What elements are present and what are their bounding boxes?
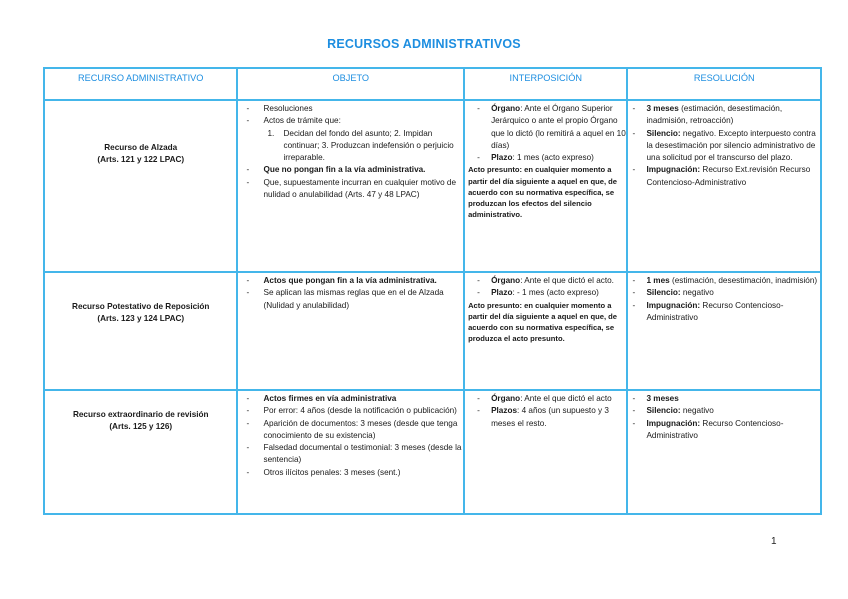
list-item: - Silencio: negativo <box>628 405 820 417</box>
list-item: - Impugnación: Recurso Ext.revisión Recurso Contencioso-Administrativo <box>628 164 820 189</box>
list-item: - Otros ilícitos penales: 3 meses (sent.) <box>238 467 463 479</box>
recurso-name: Recurso de Alzada <box>104 143 178 152</box>
table-header-row <box>44 68 821 100</box>
table-row <box>44 390 821 514</box>
cell-interposicion <box>464 100 627 272</box>
list-item: - Órgano: Ante el Órgano Superior Jerárquico o ante el propio Órgano que lo dictó (lo remitirá a aquel en 10 días) <box>465 103 626 152</box>
list-item: - Impugnación: Recurso Contencioso-Administrativo <box>628 300 820 325</box>
list-item: - 3 meses <box>628 393 820 405</box>
sub-list <box>263 128 463 165</box>
cell-objeto <box>237 272 464 390</box>
list-item: - Impugnación: Recurso Contencioso-Administrativo <box>628 418 820 443</box>
list-item: - Órgano: Ante el que dictó el acto. <box>465 275 626 287</box>
list-item: - Que no pongan fin a la vía administrativa. <box>238 164 463 176</box>
cell-resolucion <box>627 100 821 272</box>
cell-interposicion <box>464 390 627 514</box>
cell-recurso <box>44 390 237 514</box>
cell-interposicion <box>464 272 627 390</box>
list-item: - 3 meses (estimación, desestimación, inadmisión, retroacción) <box>628 103 820 128</box>
header-recurso: RECURSO ADMINISTRATIVO <box>44 68 237 100</box>
list-item: - Silencio: negativo <box>628 287 820 299</box>
list-item: - Que, supuestamente incurran en cualquier motivo de nulidad o anulabilidad (Arts. 47 y 48 LPAC) <box>238 177 463 202</box>
recurso-name: Recurso Potestativo de Reposición <box>72 302 210 311</box>
acto-presunto: Acto presunto: en cualquier momento a partir del día siguiente a aquel en que, de acuerdo con su normativa específica, se produzcan los efectos del silencio administrativo. <box>468 165 618 220</box>
list-item: - Silencio: negativo. Excepto interpuesto contra la desestimación por silencio administrativo de una solicitud por el transcurso del plazo. <box>628 128 820 165</box>
recurso-ref: (Arts. 123 y 124 LPAC) <box>97 314 185 324</box>
page-title: RECURSOS ADMINISTRATIVOS <box>327 37 521 51</box>
recursos-table <box>43 67 822 515</box>
list-item: - Órgano: Ante el que dictó el acto <box>465 393 626 405</box>
list-item: 1. Decidan del fondo del asunto; 2. Impidan continuar; 3. Produzcan indefensión o perjuicio irreparable. <box>267 128 454 163</box>
list-item: - Aparición de documentos: 3 meses (desde que tenga conocimiento de su existencia) <box>238 418 463 443</box>
list-item: - Falsedad documental o testimonial: 3 meses (desde la sentencia) <box>238 442 463 467</box>
list-item: - Por error: 4 años (desde la notificación o publicación) <box>238 405 463 417</box>
page-number: 1 <box>771 536 777 547</box>
list-item: - 1 mes (estimación, desestimación, inadmisión) <box>628 275 820 287</box>
list-item: - Actos de trámite que: 1. Decidan del fondo del asunto; 2. Impidan continuar; 3. Produzcan indefensión o perjuicio irreparable. <box>238 115 463 164</box>
header-objeto: OBJETO <box>237 68 464 100</box>
recurso-ref: (Arts. 125 y 126) <box>109 422 173 432</box>
cell-recurso <box>44 272 237 390</box>
list-item: - Resoluciones <box>238 103 463 115</box>
acto-presunto: Acto presunto: en cualquier momento a partir del día siguiente a aquel en que, de acuerdo con su normativa específica, se produzca el acto presunto. <box>468 300 618 344</box>
table-row <box>44 272 821 390</box>
list-item: - Se aplican las mismas reglas que en el de Alzada (Nulidad y anulabilidad) <box>238 287 463 312</box>
cell-objeto <box>237 100 464 272</box>
cell-resolucion <box>627 272 821 390</box>
header-resolucion: RESOLUCIÓN <box>627 68 821 100</box>
list-item: - Plazo: - 1 mes (acto expreso) <box>465 287 626 299</box>
list-item: - Actos firmes en vía administrativa <box>238 393 463 405</box>
table-row <box>44 100 821 272</box>
cell-recurso <box>44 100 237 272</box>
list-item: - Plazos: 4 años (un supuesto y 3 meses el resto. <box>465 405 626 430</box>
recurso-name: Recurso extraordinario de revisión <box>72 410 209 419</box>
cell-resolucion <box>627 390 821 514</box>
header-interposicion: INTERPOSICIÓN <box>464 68 627 100</box>
list-item: - Plazo: 1 mes (acto expreso) <box>465 152 626 164</box>
list-item: - Actos que pongan fin a la vía administrativa. <box>238 275 463 287</box>
recurso-ref: (Arts. 121 y 122 LPAC) <box>97 155 185 165</box>
cell-objeto <box>237 390 464 514</box>
